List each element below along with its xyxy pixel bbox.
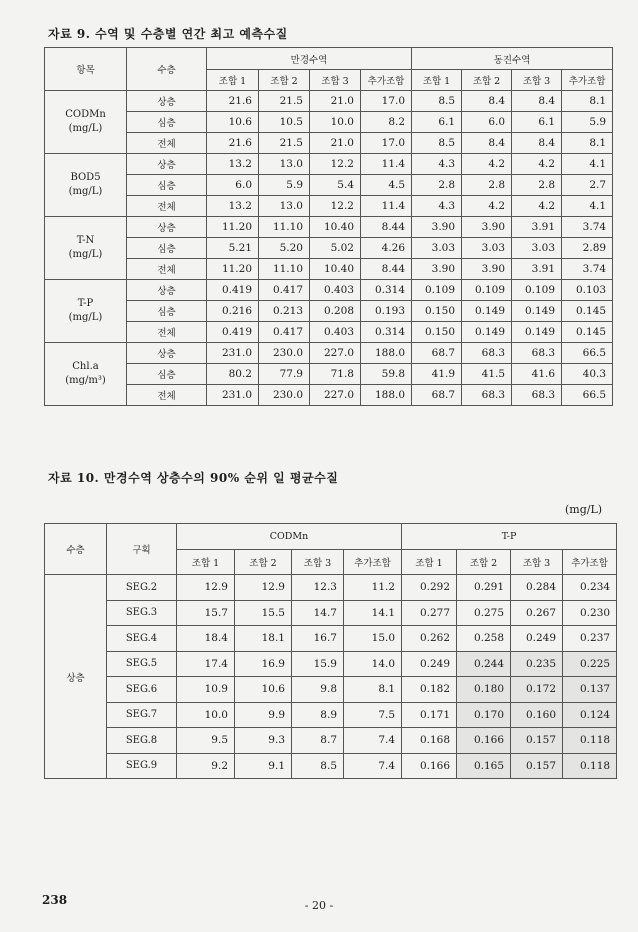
t10-value-cell: 15.0 — [344, 626, 402, 652]
t10-value-cell: 16.9 — [235, 651, 292, 677]
t9-value-cell: 3.90 — [462, 259, 512, 280]
t9-value-cell: 8.5 — [412, 133, 462, 154]
t9-layer-cell: 심층 — [127, 364, 207, 385]
table-row — [45, 364, 613, 385]
t10-value-cell: 0.230 — [563, 600, 617, 626]
t10-value-cell: 15.7 — [177, 600, 235, 626]
t9-value-cell: 11.4 — [361, 154, 412, 175]
t9-value-cell: 4.2 — [462, 196, 512, 217]
t10-value-cell: 12.9 — [235, 575, 292, 601]
table-row — [45, 301, 613, 322]
t9-value-cell: 0.216 — [207, 301, 259, 322]
t10-segment-cell: SEG.4 — [107, 626, 177, 652]
t9-value-cell: 0.149 — [462, 322, 512, 343]
table-row — [45, 217, 613, 238]
t10-segment-cell: SEG.6 — [107, 677, 177, 703]
table-row — [45, 343, 613, 364]
t9-item-name: T-P (mg/L) — [45, 280, 127, 343]
t10-value-cell: 15.9 — [292, 651, 344, 677]
t9-value-cell: 4.2 — [512, 154, 562, 175]
t9-value-cell: 0.417 — [259, 322, 310, 343]
t9-value-cell: 0.314 — [361, 280, 412, 301]
t9-value-cell: 13.2 — [207, 154, 259, 175]
t9-value-cell: 0.417 — [259, 280, 310, 301]
t9-value-cell: 4.2 — [512, 196, 562, 217]
t9-value-cell: 188.0 — [361, 343, 412, 364]
t9-value-cell: 2.8 — [512, 175, 562, 196]
t9-value-cell: 3.91 — [512, 217, 562, 238]
t9-value-cell: 3.03 — [512, 238, 562, 259]
t10-subheader-cell: 조합 3 — [511, 550, 563, 575]
t10-value-cell: 0.291 — [457, 575, 511, 601]
t10-value-cell: 0.235 — [511, 651, 563, 677]
t9-value-cell: 10.5 — [259, 112, 310, 133]
t9-value-cell: 188.0 — [361, 385, 412, 406]
t10-subheader-cell: 조합 1 — [177, 550, 235, 575]
t9-value-cell: 2.8 — [412, 175, 462, 196]
t9-value-cell: 231.0 — [207, 343, 259, 364]
t10-value-cell: 7.4 — [344, 728, 402, 754]
t10-value-cell: 0.225 — [563, 651, 617, 677]
t9-value-cell: 41.9 — [412, 364, 462, 385]
t9-subheader-cell: 조합 3 — [512, 70, 562, 91]
t9-value-cell: 230.0 — [259, 385, 310, 406]
t10-value-cell: 9.1 — [235, 753, 292, 779]
t9-value-cell: 0.103 — [562, 280, 613, 301]
t9-value-cell: 41.5 — [462, 364, 512, 385]
t10-segment-cell: SEG.5 — [107, 651, 177, 677]
t10-header-layer: 수층 — [45, 524, 107, 575]
t9-value-cell: 3.74 — [562, 217, 613, 238]
t9-value-cell: 5.4 — [310, 175, 361, 196]
t9-value-cell: 0.150 — [412, 322, 462, 343]
t10-value-cell: 0.234 — [563, 575, 617, 601]
t9-value-cell: 2.89 — [562, 238, 613, 259]
table-row — [45, 385, 613, 406]
t9-value-cell: 41.6 — [512, 364, 562, 385]
t10-value-cell: 9.5 — [177, 728, 235, 754]
t9-value-cell: 5.02 — [310, 238, 361, 259]
t9-value-cell: 5.9 — [259, 175, 310, 196]
t10-subheader-cell: 조합 1 — [402, 550, 457, 575]
t10-value-cell: 10.6 — [235, 677, 292, 703]
table-row — [45, 280, 613, 301]
table-row — [45, 702, 617, 728]
t9-value-cell: 11.10 — [259, 259, 310, 280]
table-row — [45, 575, 617, 601]
t10-value-cell: 0.157 — [511, 728, 563, 754]
t10-value-cell: 9.2 — [177, 753, 235, 779]
table-row — [45, 677, 617, 703]
t9-value-cell: 68.3 — [512, 343, 562, 364]
t9-value-cell: 8.5 — [412, 91, 462, 112]
t10-value-cell: 0.180 — [457, 677, 511, 703]
t9-value-cell: 66.5 — [562, 343, 613, 364]
table-row — [45, 259, 613, 280]
t9-subheader-cell: 추가조합 — [562, 70, 613, 91]
t10-value-cell: 7.5 — [344, 702, 402, 728]
t10-value-cell: 14.0 — [344, 651, 402, 677]
t9-value-cell: 3.90 — [462, 217, 512, 238]
table-row — [45, 626, 617, 652]
t9-value-cell: 8.4 — [512, 91, 562, 112]
t9-layer-cell: 전체 — [127, 385, 207, 406]
t9-item-name: CODMn (mg/L) — [45, 91, 127, 154]
t10-subheader-cell: 조합 2 — [235, 550, 292, 575]
t10-value-cell: 0.124 — [563, 702, 617, 728]
t9-layer-cell: 전체 — [127, 259, 207, 280]
t9-value-cell: 227.0 — [310, 385, 361, 406]
t9-value-cell: 11.4 — [361, 196, 412, 217]
t9-value-cell: 0.149 — [512, 301, 562, 322]
t10-value-cell: 8.1 — [344, 677, 402, 703]
t10-subheader-cell: 조합 3 — [292, 550, 344, 575]
table-row — [45, 728, 617, 754]
t9-value-cell: 0.149 — [462, 301, 512, 322]
t9-value-cell: 3.90 — [412, 217, 462, 238]
t9-value-cell: 4.1 — [562, 154, 613, 175]
t9-value-cell: 17.0 — [361, 91, 412, 112]
t9-value-cell: 13.2 — [207, 196, 259, 217]
t9-value-cell: 11.20 — [207, 217, 259, 238]
t10-value-cell: 14.1 — [344, 600, 402, 626]
t9-layer-cell: 상층 — [127, 154, 207, 175]
t10-value-cell: 10.0 — [177, 702, 235, 728]
t9-layer-cell: 상층 — [127, 343, 207, 364]
t10-subheader-cell: 추가조합 — [563, 550, 617, 575]
page-number-center: - 20 - — [304, 899, 334, 912]
t10-value-cell: 9.3 — [235, 728, 292, 754]
t9-value-cell: 11.10 — [259, 217, 310, 238]
t10-header-group2: T-P — [402, 524, 617, 550]
t10-value-cell: 11.2 — [344, 575, 402, 601]
page-number-left: 238 — [42, 893, 68, 907]
t10-header-segment: 구획 — [107, 524, 177, 575]
t9-subheader-cell: 조합 1 — [207, 70, 259, 91]
t9-value-cell: 4.3 — [412, 196, 462, 217]
t9-value-cell: 59.8 — [361, 364, 412, 385]
t9-value-cell: 21.6 — [207, 91, 259, 112]
t10-value-cell: 8.7 — [292, 728, 344, 754]
t9-value-cell: 6.0 — [462, 112, 512, 133]
t10-value-cell: 7.4 — [344, 753, 402, 779]
t9-value-cell: 40.3 — [562, 364, 613, 385]
table-row — [45, 322, 613, 343]
t9-value-cell: 68.3 — [462, 343, 512, 364]
t9-value-cell: 2.8 — [462, 175, 512, 196]
t9-value-cell: 5.9 — [562, 112, 613, 133]
t9-value-cell: 6.0 — [207, 175, 259, 196]
t10-value-cell: 0.160 — [511, 702, 563, 728]
t10-value-cell: 14.7 — [292, 600, 344, 626]
t9-value-cell: 71.8 — [310, 364, 361, 385]
t9-value-cell: 4.1 — [562, 196, 613, 217]
t9-value-cell: 0.150 — [412, 301, 462, 322]
t10-value-cell: 9.9 — [235, 702, 292, 728]
t10-value-cell: 0.244 — [457, 651, 511, 677]
t9-header-group1: 만경수역 — [207, 48, 412, 70]
t10-segment-cell: SEG.8 — [107, 728, 177, 754]
t9-item-name: Chl.a (mg/m³) — [45, 343, 127, 406]
t9-value-cell: 17.0 — [361, 133, 412, 154]
t9-value-cell: 77.9 — [259, 364, 310, 385]
t9-header-group2: 동진수역 — [412, 48, 613, 70]
t9-layer-cell: 전체 — [127, 196, 207, 217]
t9-value-cell: 21.0 — [310, 91, 361, 112]
t9-value-cell: 68.3 — [462, 385, 512, 406]
t9-value-cell: 227.0 — [310, 343, 361, 364]
t10-value-cell: 17.4 — [177, 651, 235, 677]
t9-value-cell: 2.7 — [562, 175, 613, 196]
t9-header-layer: 수층 — [127, 48, 207, 91]
t9-value-cell: 21.5 — [259, 133, 310, 154]
t10-segment-cell: SEG.7 — [107, 702, 177, 728]
t9-value-cell: 8.4 — [512, 133, 562, 154]
table-row — [45, 600, 617, 626]
t10-value-cell: 18.4 — [177, 626, 235, 652]
t9-value-cell: 0.403 — [310, 280, 361, 301]
t9-subheader-cell: 조합 3 — [310, 70, 361, 91]
t9-subheader-cell: 조합 2 — [462, 70, 512, 91]
t10-value-cell: 0.137 — [563, 677, 617, 703]
t10-value-cell: 0.182 — [402, 677, 457, 703]
table-row — [45, 651, 617, 677]
t9-value-cell: 80.2 — [207, 364, 259, 385]
t9-value-cell: 66.5 — [562, 385, 613, 406]
t9-value-cell: 68.3 — [512, 385, 562, 406]
t10-value-cell: 10.9 — [177, 677, 235, 703]
t9-value-cell: 8.44 — [361, 259, 412, 280]
table10-unit: (mg/L) — [565, 503, 603, 516]
t10-value-cell: 0.237 — [563, 626, 617, 652]
t9-value-cell: 0.109 — [512, 280, 562, 301]
t10-value-cell: 18.1 — [235, 626, 292, 652]
t9-value-cell: 10.0 — [310, 112, 361, 133]
t9-value-cell: 8.1 — [562, 91, 613, 112]
t9-subheader-cell: 조합 1 — [412, 70, 462, 91]
t9-value-cell: 3.91 — [512, 259, 562, 280]
t10-value-cell: 15.5 — [235, 600, 292, 626]
t9-value-cell: 0.419 — [207, 280, 259, 301]
t9-value-cell: 8.44 — [361, 217, 412, 238]
table-row — [45, 91, 613, 112]
t9-value-cell: 0.419 — [207, 322, 259, 343]
t9-value-cell: 3.90 — [412, 259, 462, 280]
t9-value-cell: 0.145 — [562, 301, 613, 322]
t9-value-cell: 0.149 — [512, 322, 562, 343]
table-row — [45, 196, 613, 217]
table9 — [44, 47, 613, 406]
t9-value-cell: 3.03 — [462, 238, 512, 259]
t9-value-cell: 10.40 — [310, 217, 361, 238]
t9-value-cell: 13.0 — [259, 196, 310, 217]
t9-value-cell: 0.314 — [361, 322, 412, 343]
t10-segment-cell: SEG.2 — [107, 575, 177, 601]
t9-value-cell: 3.74 — [562, 259, 613, 280]
t10-subheader-cell: 추가조합 — [344, 550, 402, 575]
t10-value-cell: 0.267 — [511, 600, 563, 626]
t9-layer-cell: 심층 — [127, 238, 207, 259]
table10-title: 자료 10. 만경수역 상층수의 90% 순위 일 평균수질 — [48, 471, 339, 485]
table-row — [45, 238, 613, 259]
t10-value-cell: 12.3 — [292, 575, 344, 601]
t9-value-cell: 4.3 — [412, 154, 462, 175]
t9-value-cell: 6.1 — [412, 112, 462, 133]
t10-value-cell: 8.9 — [292, 702, 344, 728]
t9-layer-cell: 심층 — [127, 175, 207, 196]
t9-layer-cell: 전체 — [127, 322, 207, 343]
t9-layer-cell: 심층 — [127, 301, 207, 322]
t9-value-cell: 13.0 — [259, 154, 310, 175]
t9-value-cell: 10.6 — [207, 112, 259, 133]
t9-value-cell: 0.109 — [412, 280, 462, 301]
t10-value-cell: 0.249 — [402, 651, 457, 677]
t9-value-cell: 0.193 — [361, 301, 412, 322]
t9-layer-cell: 상층 — [127, 280, 207, 301]
t9-value-cell: 0.208 — [310, 301, 361, 322]
t9-value-cell: 230.0 — [259, 343, 310, 364]
t9-value-cell: 12.2 — [310, 154, 361, 175]
t9-value-cell: 0.109 — [462, 280, 512, 301]
t10-value-cell: 0.170 — [457, 702, 511, 728]
t10-value-cell: 0.118 — [563, 753, 617, 779]
t10-value-cell: 0.166 — [402, 753, 457, 779]
t9-value-cell: 5.20 — [259, 238, 310, 259]
t9-value-cell: 3.03 — [412, 238, 462, 259]
t9-subheader-cell: 추가조합 — [361, 70, 412, 91]
t10-value-cell: 9.8 — [292, 677, 344, 703]
t9-item-name: T-N (mg/L) — [45, 217, 127, 280]
t9-value-cell: 68.7 — [412, 343, 462, 364]
t10-value-cell: 0.118 — [563, 728, 617, 754]
t9-value-cell: 68.7 — [412, 385, 462, 406]
t10-value-cell: 0.249 — [511, 626, 563, 652]
table-row — [45, 112, 613, 133]
t9-value-cell: 231.0 — [207, 385, 259, 406]
table-row — [45, 175, 613, 196]
t9-subheader-cell: 조합 2 — [259, 70, 310, 91]
t9-item-name: BOD5 (mg/L) — [45, 154, 127, 217]
t9-value-cell: 0.213 — [259, 301, 310, 322]
t10-layer-cell: 상층 — [45, 575, 107, 779]
t10-value-cell: 0.258 — [457, 626, 511, 652]
t10-subheader-cell: 조합 2 — [457, 550, 511, 575]
t9-value-cell: 4.5 — [361, 175, 412, 196]
t10-segment-cell: SEG.3 — [107, 600, 177, 626]
t9-layer-cell: 상층 — [127, 217, 207, 238]
t9-value-cell: 8.4 — [462, 133, 512, 154]
t9-header-item: 항목 — [45, 48, 127, 91]
t10-value-cell: 0.171 — [402, 702, 457, 728]
t9-value-cell: 0.145 — [562, 322, 613, 343]
t10-value-cell: 0.275 — [457, 600, 511, 626]
t10-value-cell: 12.9 — [177, 575, 235, 601]
t10-value-cell: 0.284 — [511, 575, 563, 601]
t9-value-cell: 21.6 — [207, 133, 259, 154]
t9-value-cell: 0.403 — [310, 322, 361, 343]
t9-value-cell: 4.26 — [361, 238, 412, 259]
t10-value-cell: 0.157 — [511, 753, 563, 779]
table9-title: 자료 9. 수역 및 수층별 연간 최고 예측수질 — [48, 27, 288, 41]
t10-value-cell: 16.7 — [292, 626, 344, 652]
t9-value-cell: 6.1 — [512, 112, 562, 133]
t9-value-cell: 21.0 — [310, 133, 361, 154]
table-row — [45, 154, 613, 175]
t10-value-cell: 0.277 — [402, 600, 457, 626]
t9-value-cell: 21.5 — [259, 91, 310, 112]
t10-value-cell: 0.168 — [402, 728, 457, 754]
t9-layer-cell: 심층 — [127, 112, 207, 133]
table-row — [45, 753, 617, 779]
t9-value-cell: 8.4 — [462, 91, 512, 112]
t9-layer-cell: 전체 — [127, 133, 207, 154]
table-row — [45, 133, 613, 154]
t10-value-cell: 0.165 — [457, 753, 511, 779]
t9-value-cell: 12.2 — [310, 196, 361, 217]
t9-value-cell: 10.40 — [310, 259, 361, 280]
t10-value-cell: 0.172 — [511, 677, 563, 703]
table10 — [44, 523, 617, 779]
t9-value-cell: 8.1 — [562, 133, 613, 154]
t9-value-cell: 11.20 — [207, 259, 259, 280]
t10-value-cell: 0.166 — [457, 728, 511, 754]
t10-segment-cell: SEG.9 — [107, 753, 177, 779]
t10-header-group1: CODMn — [177, 524, 402, 550]
t10-value-cell: 0.292 — [402, 575, 457, 601]
t9-layer-cell: 상층 — [127, 91, 207, 112]
t9-value-cell: 5.21 — [207, 238, 259, 259]
t9-value-cell: 8.2 — [361, 112, 412, 133]
t10-value-cell: 8.5 — [292, 753, 344, 779]
t9-value-cell: 4.2 — [462, 154, 512, 175]
t10-value-cell: 0.262 — [402, 626, 457, 652]
